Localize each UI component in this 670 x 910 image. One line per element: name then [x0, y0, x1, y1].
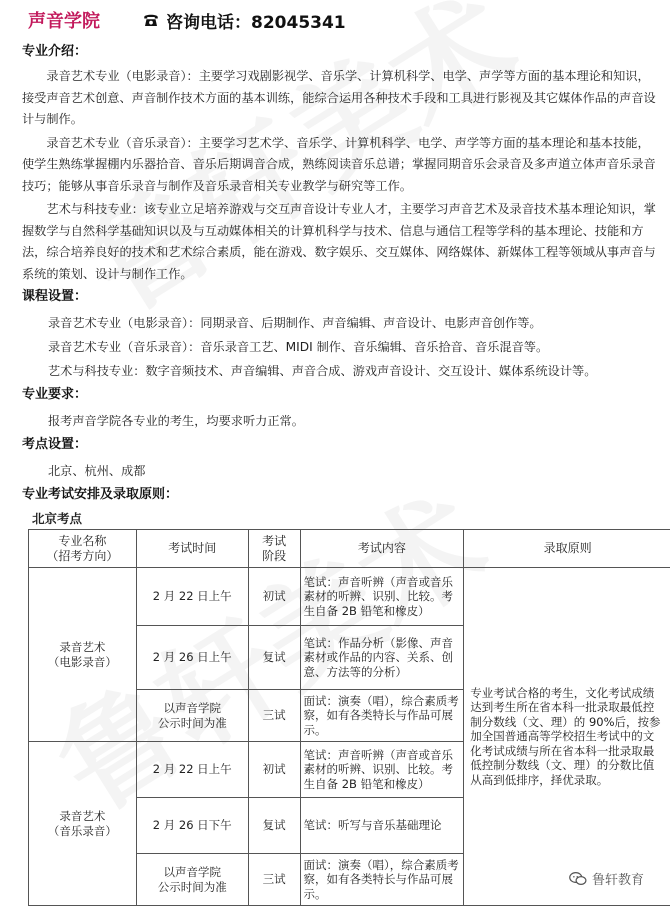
major-cell-music: 录音艺术 （音乐录音） — [29, 742, 137, 906]
intro-para-film: 录音艺术专业（电影录音）：主要学习戏剧影视学、音乐学、计算机科学、电学、声学等方面的基本理论和知识，接受声音艺术创意、声音制作技术方面的基本训练，能综合运用各种技术手段和工具进行影视及其它媒体作品的声音设计与制作。 — [22, 69, 656, 126]
intro-para-music: 录音艺术专业（音乐录音）：主要学习艺术学、音乐学、计算机科学、电学、声学等方面的基本理论和基本技能，使学生熟练掌握棚内乐器拾音、音乐后期调音合成，熟练阅读音乐总谱；掌握同期音乐会录音及多声道立体声音乐录音技巧；能够从事音乐录音与制作及音乐录音相关专业教学与研究等工作。 — [22, 135, 656, 193]
requirement-title: 专业要求： — [22, 387, 88, 402]
content-cell: 笔试：作品分析（影像、声音素材或作品的内容、关系、创意、方法等的分析） — [300, 626, 464, 690]
requirement-line: 报考声音学院各专业的考生，均要求听力正常。 — [48, 414, 304, 428]
footer-brand — [569, 869, 644, 888]
major-cell-film: 录音艺术 （电影录音） — [29, 568, 137, 742]
course-line-tech: 艺术与科技专业：数字音频技术、声音编辑、声音合成、游戏声音设计、交互设计、媒体系统设计等。 — [48, 364, 597, 378]
time-cell: 2 月 26 日下午 — [136, 798, 248, 854]
content-cell: 笔试：声音听辨（声音或音乐素材的听辨、识别、比较。考生自备 2B 铅笔和橡皮） — [300, 742, 464, 798]
table-row — [29, 568, 670, 626]
stage-cell: 三试 — [248, 690, 300, 742]
exam-site-beijing: 北京考点 — [32, 511, 83, 526]
stage-cell: 复试 — [248, 626, 300, 690]
course-line-film: 录音艺术专业（电影录音）：同期录音、后期制作、声音编辑、声音设计、电影声音创作等。 — [48, 316, 542, 330]
wechat-icon — [569, 871, 587, 887]
school-name: 声音学院 — [28, 11, 100, 32]
intro-para-tech: 艺术与科技专业：该专业立足培养游戏与交互声音设计专业人才，主要学习声音艺术及录音技术基本理论知识，掌握数学与自然科学基础知识以及与互动媒体相关的计算机科学与技术、信息与通信工程等学科的基本理论、技能和方法，综合培养良好的技术和艺术综合素质，能在游戏、数字娱乐、交互媒体、网络媒体、新媒体工程等领域从事声音与系统的策划、设计与制作工作。 — [22, 202, 656, 281]
footer-brand-text: 鲁轩教育 — [591, 873, 644, 888]
telephone-icon — [142, 11, 160, 29]
stage-cell: 三试 — [248, 854, 300, 906]
phone-text: 咨询电话：82045341 — [166, 12, 346, 33]
stage-cell: 初试 — [248, 742, 300, 798]
time-cell: 2 月 26 日上午 — [136, 626, 248, 690]
site-line: 北京、杭州、成都 — [48, 464, 146, 478]
course-title: 课程设置： — [22, 289, 88, 304]
content-cell: 笔试：声音听辨（声音或音乐素材的听辨、识别、比较。考生自备 2B 铅笔和橡皮） — [300, 568, 464, 626]
content-cell: 笔试：听写与音乐基础理论 — [300, 798, 464, 854]
time-cell: 以声音学院 公示时间为准 — [136, 854, 248, 906]
th-major: 专业名称 （招考方向） — [29, 530, 137, 568]
table-header-row — [29, 530, 670, 568]
time-cell: 2 月 22 日上午 — [136, 568, 248, 626]
site-title: 考点设置： — [22, 437, 88, 452]
phone-info — [142, 8, 346, 33]
exam-table — [28, 529, 670, 906]
intro-title: 专业介绍： — [22, 44, 88, 59]
header — [18, 0, 658, 40]
time-cell: 以声音学院 公示时间为准 — [136, 690, 248, 742]
th-content: 考试内容 — [300, 530, 464, 568]
content-cell: 面试：演奏（唱），综合素质考察，如有各类特长与作品可展示。 — [300, 690, 464, 742]
time-cell: 2 月 22 日上午 — [136, 742, 248, 798]
th-stage: 考试 阶段 — [248, 530, 300, 568]
principle-cell: 专业考试合格的考生，文化考试成绩达到考生所在省本科一批录取最低控制分数线（文、理）的 90%后，按参加全国普通高等学校招生考试中的文化考试成绩与所在省本科一批录取最低控制分数线（文、理）的分数比值从高到低排序，择优录取。 — [464, 568, 670, 906]
stage-cell: 初试 — [248, 568, 300, 626]
th-principle: 录取原则 — [464, 530, 670, 568]
course-line-music: 录音艺术专业（音乐录音）：音乐录音工艺、MIDI 制作、音乐编辑、音乐拾音、音乐混音等。 — [48, 340, 549, 354]
exam-title: 专业考试安排及录取原则： — [22, 487, 179, 502]
th-time: 考试时间 — [136, 530, 248, 568]
content-cell: 面试：演奏（唱），综合素质考察，如有各类特长与作品可展示。 — [300, 854, 464, 906]
stage-cell: 复试 — [248, 798, 300, 854]
